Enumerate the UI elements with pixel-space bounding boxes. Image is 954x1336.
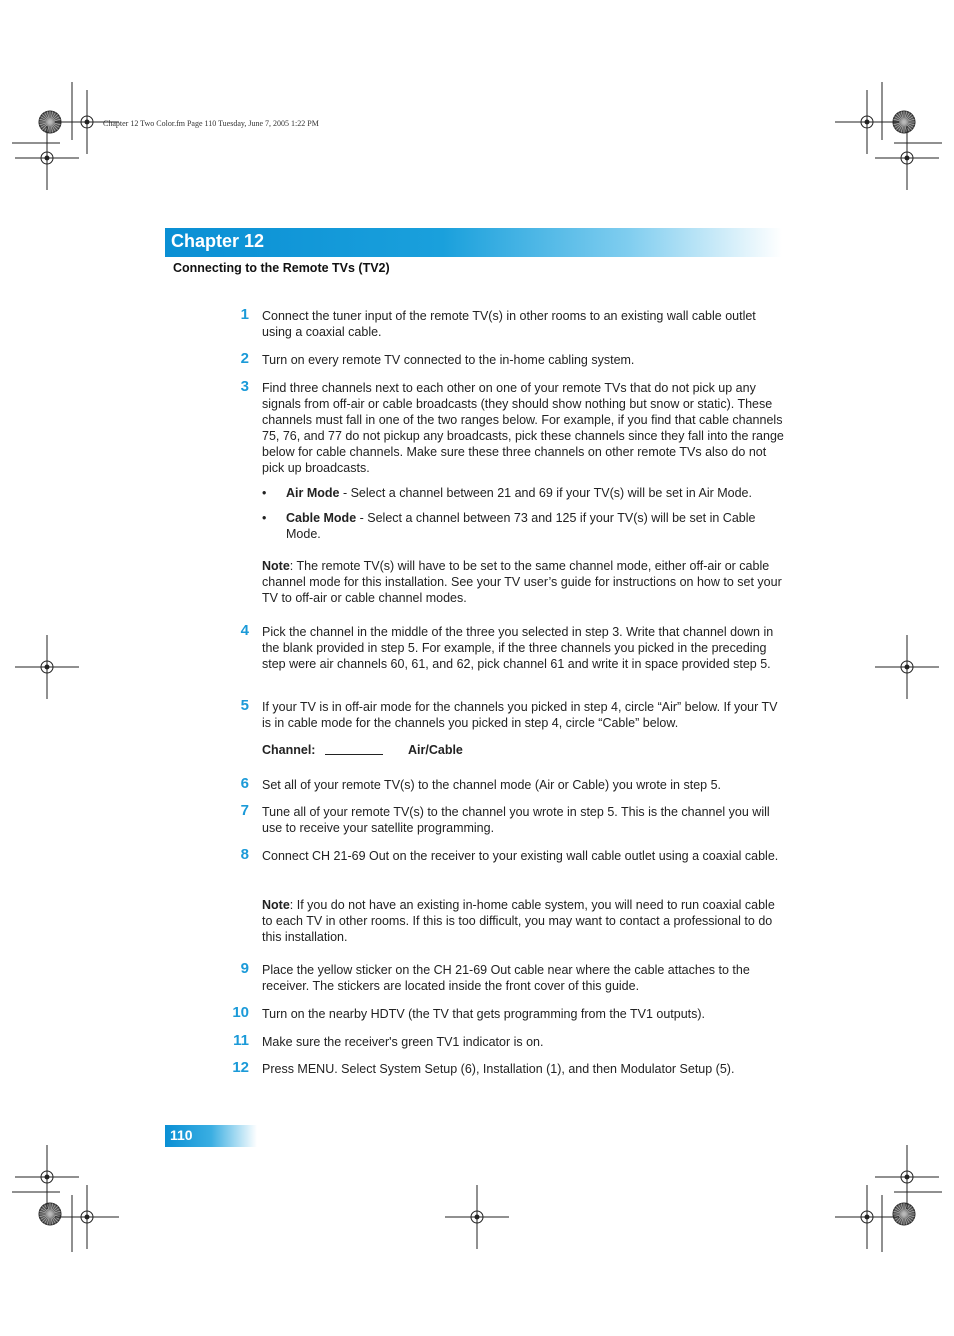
- note-paragraph: Note: If you do not have an existing in-home cable system, you will need to run coaxial cable to each TV in other rooms. If this is too difficult, you may want to contact a professional to do this installation.: [262, 898, 775, 944]
- step-text: Connect the tuner input of the remote TV(s) in other rooms to an existing wall cable outlet using a coaxial cable.: [262, 309, 756, 339]
- step-number: 2: [240, 350, 249, 367]
- step-number: 6: [240, 775, 249, 792]
- step-text: Find three channels next to each other on one of your remote TVs that do not pick up any signals from off-air or cable broadcasts (they should show nothing but snow or static). These channels must fall in one of the two ranges below. For example, if you find that cable channels 75, 76, and 77 do not pickup any broadcasts, pick these channels since they fall into the range below for cable channels. Make sure these three channels on other remote TVs also do not pick up broadcasts.: [262, 381, 784, 475]
- step-number: 12: [232, 1059, 249, 1076]
- step-number: 3: [240, 378, 249, 395]
- page-number-bar: [165, 1125, 257, 1147]
- bullet-item: Air Mode - Select a channel between 21 and 69 if your TV(s) will be set in Air Mode.: [286, 486, 752, 500]
- channel-label: Channel:: [262, 743, 316, 757]
- bullet-marker: •: [262, 486, 267, 500]
- step-number: 5: [240, 697, 249, 714]
- page-number: 110: [170, 1127, 193, 1143]
- step-text: Turn on every remote TV connected to the in-home cabling system.: [262, 353, 635, 367]
- step-number: 1: [240, 306, 249, 323]
- step-text: If your TV is in off-air mode for the channels you picked in step 4, circle “Air” below. If your TV is in cable mode for the channels you picked in step 4, circle “Cable” below.: [262, 700, 778, 730]
- step-text: Make sure the receiver's green TV1 indicator is on.: [262, 1035, 544, 1049]
- step-number: 4: [240, 622, 249, 639]
- file-slug-line: Chapter 12 Two Color.fm Page 110 Tuesday, June 7, 2005 1:22 PM: [103, 119, 319, 128]
- air-cable-label: Air/Cable: [408, 743, 463, 757]
- chapter-title: Chapter 12: [171, 231, 265, 251]
- step-text: Press MENU. Select System Setup (6), Installation (1), and then Modulator Setup (5).: [262, 1062, 735, 1076]
- step-text: Pick the channel in the middle of the three you selected in step 3. Write that channel down in the blank provided in step 5. For example, if the three channels you picked in the preceding step were air channels 60, 61, and 62, pick channel 61 and write it in space provided step 5.: [262, 625, 774, 671]
- step-number: 8: [240, 846, 249, 863]
- bullet-marker: •: [262, 511, 267, 525]
- bullet-item: Cable Mode - Select a channel between 73 and 125 if your TV(s) will be set in Cable Mode.: [286, 511, 756, 541]
- section-heading: Connecting to the Remote TVs (TV2): [173, 261, 390, 275]
- step-number: 11: [233, 1032, 249, 1049]
- channel-blank-line: [325, 754, 383, 755]
- note-paragraph: Note: The remote TV(s) will have to be set to the same channel mode, either off-air or cable channel mode for this installation. See your TV user’s guide for instructions on how to set your TV to off-air or cable channel modes.: [262, 559, 782, 605]
- step-text: Place the yellow sticker on the CH 21-69 Out cable near where the cable attaches to the receiver. The stickers are located inside the front cover of this guide.: [262, 963, 750, 993]
- step-number: 9: [240, 960, 249, 977]
- step-text: Tune all of your remote TV(s) to the channel you wrote in step 5. This is the channel you will use to receive your satellite programming.: [262, 805, 770, 835]
- step-number: 7: [240, 802, 249, 819]
- step-text: Connect CH 21-69 Out on the receiver to your existing wall cable outlet using a coaxial cable.: [262, 849, 779, 863]
- step-number: 10: [232, 1004, 249, 1021]
- step-text: Set all of your remote TV(s) to the channel mode (Air or Cable) you wrote in step 5.: [262, 778, 722, 792]
- step-text: Turn on the nearby HDTV (the TV that gets programming from the TV1 outputs).: [262, 1007, 706, 1021]
- chapter-header-bar: [165, 228, 782, 257]
